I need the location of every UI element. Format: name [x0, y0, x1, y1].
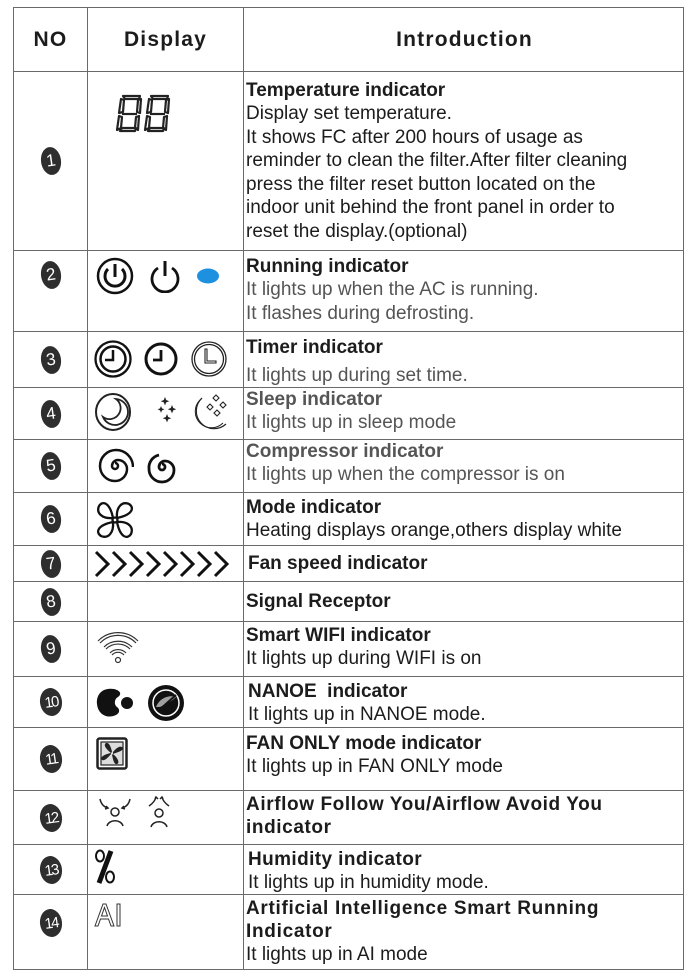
row-number-badge: 14 — [38, 908, 64, 939]
moon-stars-icon — [141, 392, 181, 432]
timer-ring-icon — [94, 340, 132, 378]
row-desc-line: Heating displays orange,others display white — [246, 520, 622, 541]
header-no: NO — [33, 27, 68, 51]
row-number-badge: 11 — [38, 744, 64, 775]
row-desc-line: Display set temperature. — [246, 103, 452, 124]
ai-outline-icon — [94, 903, 124, 927]
row-desc-line: It lights up during WIFI is on — [246, 648, 482, 669]
row-title-line: Airflow Follow You/Airflow Avoid You — [246, 794, 603, 815]
row-number-badge: 13 — [38, 854, 64, 885]
table-row — [14, 582, 683, 622]
clock-outline-icon — [190, 340, 228, 378]
row-desc-line: It flashes during defrosting. — [246, 302, 475, 324]
wifi-icon — [96, 628, 140, 664]
table-row — [14, 845, 683, 895]
chevrons-icon — [92, 550, 240, 578]
blue-dot-icon — [196, 268, 220, 284]
table-row — [14, 388, 683, 440]
row-number-badge: 3 — [39, 344, 63, 375]
row-title: NANOE indicator — [248, 681, 408, 702]
row-title: Mode indicator — [246, 497, 382, 518]
row-title: Signal Receptor — [246, 591, 391, 612]
row-title: Smart WIFI indicator — [246, 625, 431, 646]
row-title-line: Artificial Intelligence Smart Running — [246, 898, 600, 919]
fan-icon — [94, 499, 136, 541]
row-title: Humidity indicator — [248, 849, 422, 870]
seven-segment-88-icon — [116, 94, 172, 134]
airflow-follow-icon — [98, 795, 132, 829]
row-number-badge: 7 — [39, 548, 63, 579]
table-row — [14, 332, 683, 388]
table-row — [14, 72, 683, 251]
table-row — [14, 493, 683, 546]
row-number-badge: 12 — [38, 802, 64, 833]
row-title: Compressor indicator — [246, 441, 444, 462]
row-number-badge: 1 — [39, 146, 63, 177]
nanoe-ring-icon — [146, 683, 186, 723]
row-desc-line: It shows FC after 200 hours of usage as — [246, 126, 583, 148]
row-desc-line: press the filter reset button located on the — [246, 173, 596, 195]
row-desc-line: It lights up during set time. — [246, 365, 468, 386]
row-desc-line: It lights up in FAN ONLY mode — [246, 756, 503, 777]
row-desc-line: It lights up in AI mode — [246, 944, 428, 965]
spiral-icon — [146, 448, 178, 484]
table-row — [14, 622, 683, 677]
row-desc-line: It lights up in sleep mode — [246, 412, 457, 433]
percent-icon — [94, 849, 116, 885]
airflow-avoid-icon — [144, 795, 174, 829]
table-row — [14, 677, 683, 728]
table-row — [14, 791, 683, 845]
table-row — [14, 251, 683, 332]
row-title-line: indicator — [246, 817, 332, 838]
nanoe-icon — [94, 685, 138, 721]
row-number-badge: 2 — [39, 260, 63, 291]
row-title: Timer indicator — [246, 337, 383, 358]
row-title: Temperature indicator — [246, 80, 446, 101]
row-number-badge: 9 — [39, 634, 63, 665]
spiral-ring-icon — [96, 447, 134, 485]
row-number-badge: 4 — [39, 398, 63, 429]
header-display: Display — [123, 27, 208, 51]
row-desc-line: It lights up when the compressor is on — [246, 464, 565, 485]
timer-icon — [143, 341, 179, 377]
row-desc-line: It lights up when the AC is running. — [246, 279, 539, 300]
row-desc-line: It lights up in NANOE mode. — [248, 704, 486, 725]
header-introduction: Introduction — [396, 27, 533, 51]
row-desc-line: reminder to clean the filter.After filter cleaning — [246, 150, 628, 171]
row-desc-line: indoor unit behind the front panel in order to — [246, 197, 615, 218]
row-number-badge: 8 — [39, 586, 63, 617]
row-number-badge: 10 — [38, 687, 64, 718]
table-row — [14, 895, 683, 969]
row-title: Running indicator — [246, 256, 409, 277]
fan-only-box-icon — [96, 737, 128, 770]
table-header — [14, 8, 683, 72]
power-icon — [148, 259, 182, 293]
row-number-badge: 6 — [39, 504, 63, 535]
table-row — [14, 728, 683, 791]
sleep-ring-icon — [94, 392, 132, 432]
table-row — [14, 546, 683, 582]
row-number-badge: 5 — [39, 451, 63, 482]
row-title: Fan speed indicator — [248, 553, 428, 574]
row-desc-line: It lights up in humidity mode. — [248, 872, 489, 893]
table-row — [14, 440, 683, 493]
power-ring-icon — [96, 257, 134, 295]
indicator-table — [13, 7, 684, 970]
row-title: Sleep indicator — [246, 389, 383, 410]
row-title-line: Indicator — [246, 921, 333, 942]
moon-stars-outline-icon — [190, 392, 230, 432]
row-title: FAN ONLY mode indicator — [246, 733, 482, 754]
row-desc-line: reset the display.(optional) — [246, 220, 468, 242]
